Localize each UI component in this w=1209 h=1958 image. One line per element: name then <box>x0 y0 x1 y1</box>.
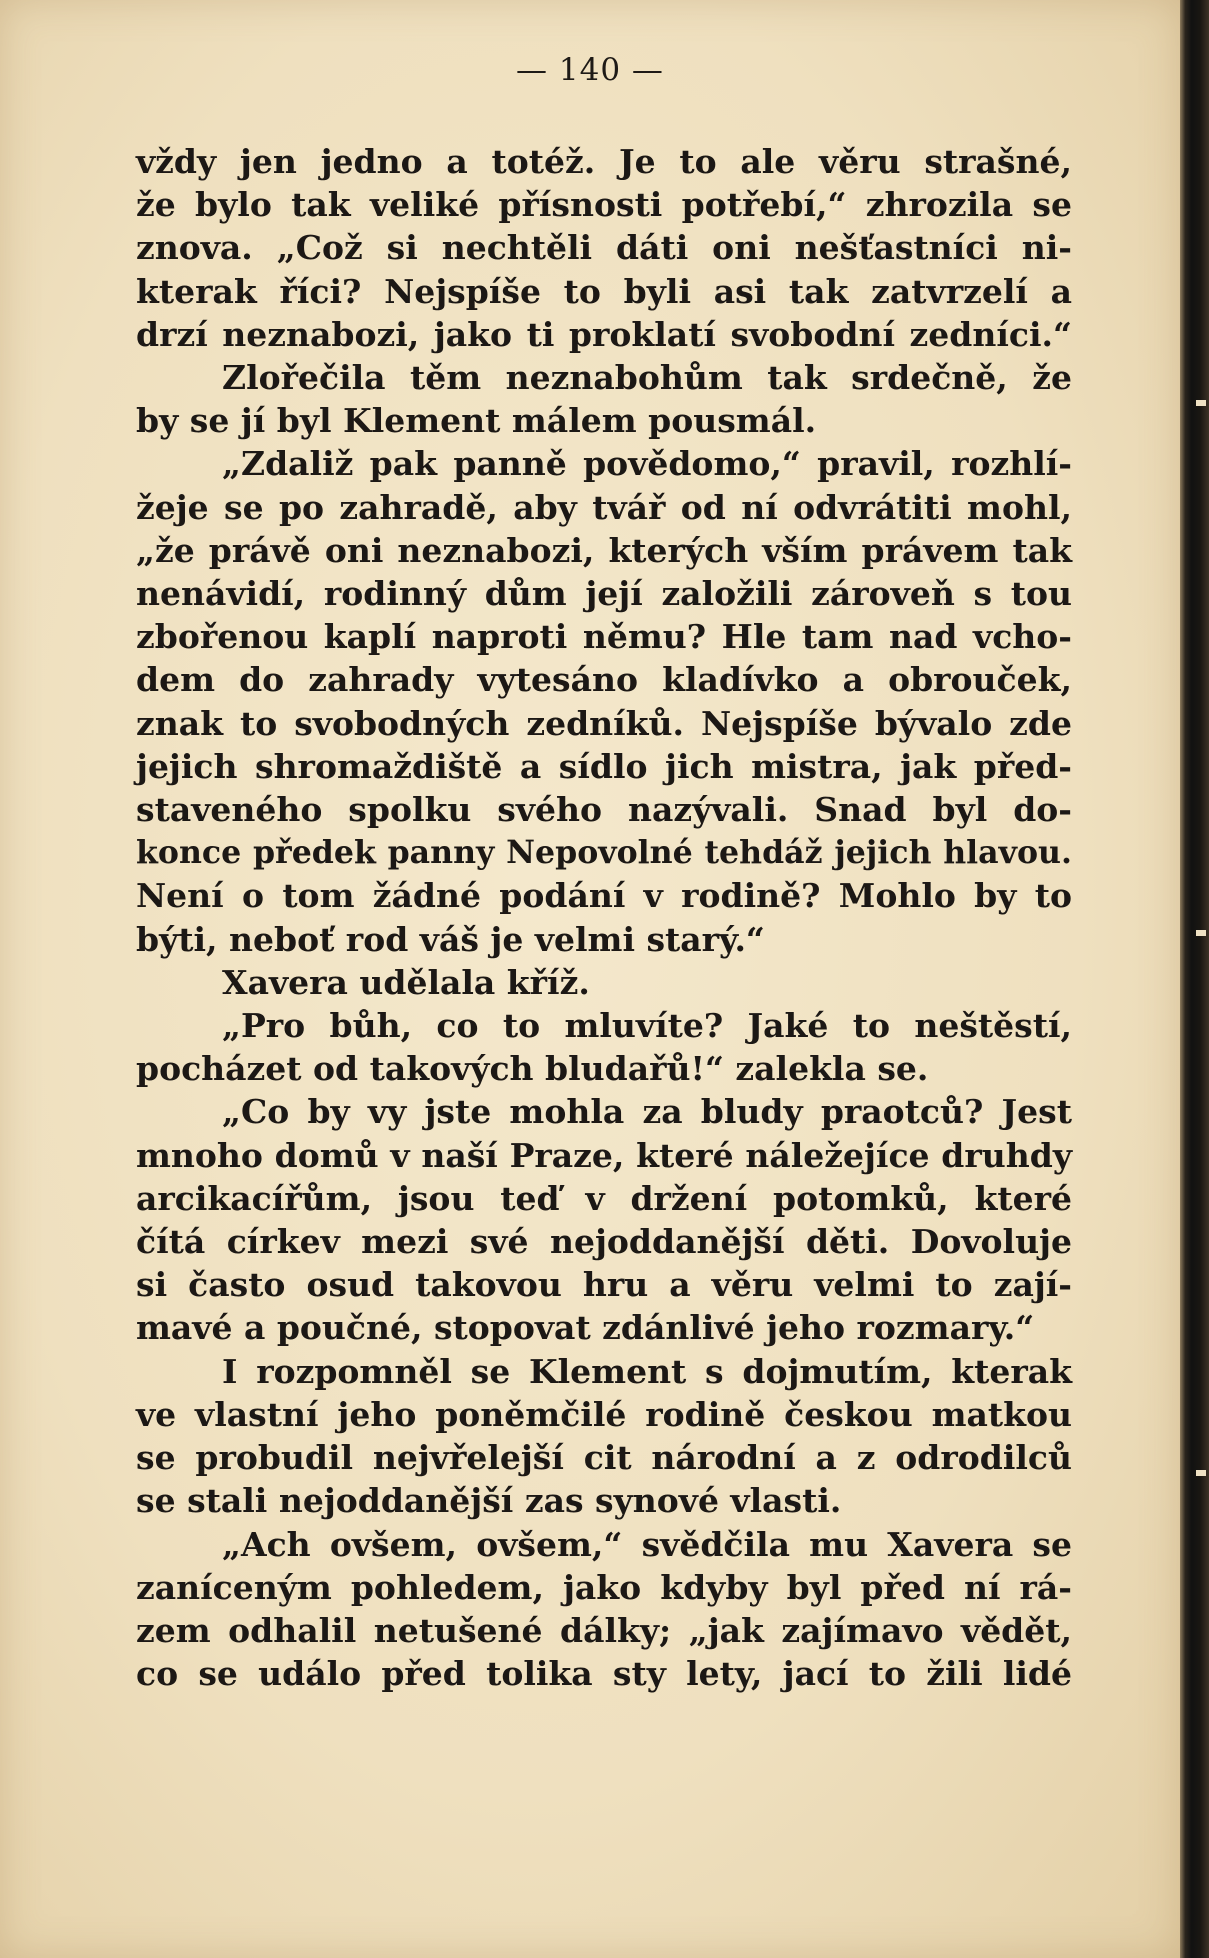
text-line: zbořenou kaplí naproti němu? Hle tam nad vcho- <box>136 617 1072 657</box>
text-line: zaníceným pohledem, jako kdyby byl před ní rá- <box>136 1567 1072 1607</box>
text-line: by se jí byl Klement málem pousmál. <box>136 401 817 441</box>
text-line: žeje se po zahradě, aby tvář od ní odvrátiti mohl, <box>136 487 1072 527</box>
text-line: Zlořečila těm neznabohům tak srdečně, že <box>222 358 1072 398</box>
text-line: že bylo tak veliké přísnosti potřebí,“ zhrozila se <box>136 185 1072 225</box>
text-line: se stali nejoddanější zas synové vlasti. <box>136 1481 842 1521</box>
text-line: I rozpomněl se Klement s dojmutím, kterak <box>222 1351 1072 1391</box>
text-line: co se událo před tolika sty lety, jací to žili lidé <box>136 1654 1072 1694</box>
text-line: staveného spolku svého nazývali. Snad byl do- <box>136 790 1072 830</box>
text-line: znova. „Což si nechtěli dáti oni nešťastníci ni- <box>136 228 1072 268</box>
text-line: „Zdaliž pak panně povědomo,“ pravil, rozhlí- <box>222 444 1072 484</box>
text-line: Xavera udělala kříž. <box>222 962 590 1002</box>
text-line: zem odhalil netušené dálky; „jak zajímavo vědět, <box>136 1610 1072 1650</box>
text-line: drzí neznabozi, jako ti proklatí svobodní zedníci.“ <box>136 314 1072 354</box>
text-line: býti, neboť rod váš je velmi starý.“ <box>136 919 765 959</box>
edge-mark <box>1196 930 1206 936</box>
text-line: Není o tom žádné podání v rodině? Mohlo by to <box>136 876 1072 916</box>
text-line: „Ach ovšem, ovšem,“ svědčila mu Xavera se <box>222 1524 1072 1564</box>
text-line: nenávidí, rodinný dům její založili zároveň s tou <box>136 574 1072 614</box>
text-line: „že právě oni neznabozi, kterých vším právem tak <box>136 530 1072 570</box>
text-line: „Pro bůh, co to mluvíte? Jaké to neštěstí, <box>222 1006 1072 1046</box>
edge-mark <box>1196 1470 1206 1476</box>
text-line: vždy jen jedno a totéž. Je to ale věru strašné, <box>136 142 1072 181</box>
text-line: dem do zahrady vytesáno kladívko a obrouček, <box>136 660 1072 700</box>
text-line: jejich shromaždiště a sídlo jich mistra, jak před- <box>136 746 1072 786</box>
text-line: „Co by vy jste mohla za bludy praotců? Jest <box>222 1092 1072 1132</box>
text-line: čítá církev mezi své nejoddanější děti. Dovoluje <box>136 1222 1072 1262</box>
text-line: kterak říci? Nejspíše to byli asi tak zatvrzelí a <box>136 271 1072 311</box>
text-line: znak to svobodných zedníků. Nejspíše bývalo zde <box>136 703 1072 743</box>
text-line: ve vlastní jeho poněmčilé rodině českou matkou <box>136 1394 1072 1434</box>
body-text <box>136 140 1072 1695</box>
page-number: — 140 — <box>516 52 664 88</box>
text-line: pocházet od takových bludařů!“ zalekla se. <box>136 1049 929 1089</box>
text-line: arcikacířům, jsou teď v držení potomků, které <box>136 1178 1072 1218</box>
text-line: si často osud takovou hru a věru velmi to zají- <box>136 1265 1072 1305</box>
edge-mark <box>1196 400 1206 406</box>
text-line: mnoho domů v naší Praze, které náležejíce druhdy <box>136 1135 1072 1175</box>
text-line: konce předek panny Nepovolné tehdáž jejich hlavou. <box>136 834 1072 872</box>
text-line: mavé a poučné, stopovat zdánlivé jeho rozmary.“ <box>136 1308 1035 1348</box>
text-line: se probudil nejvřelejší cit národní a z odrodilců <box>136 1438 1072 1478</box>
book-edge <box>1180 0 1209 1958</box>
